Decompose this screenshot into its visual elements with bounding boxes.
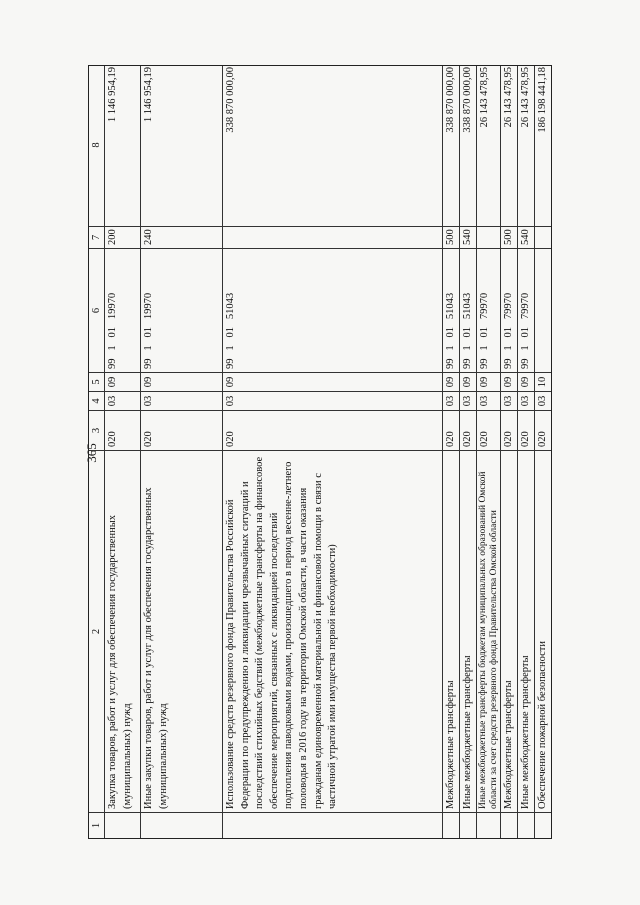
row-rz: 03: [535, 391, 551, 410]
budget-table: [88, 65, 552, 839]
row-rz: 03: [477, 391, 500, 410]
row-glv: 020: [477, 410, 500, 450]
row-rz: 03: [443, 391, 459, 410]
row-sum: 1 146 954,19: [143, 67, 154, 123]
row-csr: 99 1 01 51043: [443, 248, 459, 372]
row-sum: 338 870 000,00: [462, 67, 473, 133]
row-pr: 09: [501, 372, 517, 391]
row-rz: 03: [141, 391, 222, 410]
table-row: [535, 66, 551, 838]
table-row: [443, 66, 460, 838]
row-rz: 03: [518, 391, 534, 410]
table-row: [141, 66, 223, 838]
header-cell: 5: [89, 372, 104, 391]
row-csr: 99 1 01 51043: [223, 248, 442, 372]
row-pr: 09: [223, 372, 442, 391]
row-sum: 338 870 000,00: [445, 67, 456, 133]
row-name: Использование средств резервного фонда Правительства Российской Федерации по предупреждению и ликвидации чрезвычайных ситуаций и последствий стихийных бедствий (межбюджетные трансферты на финансовое обеспечение мероприятий, связанных с ликвидацией последствий подтопления паводковыми водами, произошедшего в период весенне-летнего половодья в 2016 году на территории Омской области, в части оказания гражданам единовременной материальной и финансовой помощи в связи с частичной утратой ими имущества первой необходимости): [223, 450, 442, 812]
row-number-cell: [443, 812, 459, 838]
row-name: Межбюджетные трансферты: [443, 450, 459, 812]
row-pr: 09: [443, 372, 459, 391]
row-vr: 540: [518, 226, 534, 248]
row-rz: 03: [501, 391, 517, 410]
row-csr: 99 1 01 79970: [518, 248, 534, 372]
row-vr: [223, 226, 442, 248]
row-sum: 26 143 478,95: [479, 67, 490, 128]
row-pr: 09: [105, 372, 140, 391]
table-row: [501, 66, 518, 838]
row-glv: 020: [501, 410, 517, 450]
row-number-cell: [141, 812, 222, 838]
row-sum: 186 198 441,18: [537, 67, 548, 133]
row-rz: 03: [460, 391, 476, 410]
row-number-cell: [223, 812, 442, 838]
row-glv: 020: [141, 410, 222, 450]
row-vr: 540: [460, 226, 476, 248]
row-csr: 99 1 01 19970: [141, 248, 222, 372]
row-name: Иные межбюджетные трансферты: [518, 450, 534, 812]
row-name: Обеспечение пожарной безопасности: [535, 450, 551, 812]
table-row: [460, 66, 477, 838]
row-name: Межбюджетные трансферты: [501, 450, 517, 812]
row-name: Иные межбюджетные трансферты: [460, 450, 476, 812]
table-row: [518, 66, 535, 838]
row-rz: 03: [223, 391, 442, 410]
table-row: [477, 66, 501, 838]
row-glv: 020: [518, 410, 534, 450]
header-cell: 7: [89, 226, 104, 248]
row-number-cell: [477, 812, 500, 838]
row-number-cell: [460, 812, 476, 838]
row-number-cell: [501, 812, 517, 838]
row-glv: 020: [443, 410, 459, 450]
row-name: Иные закупки товаров, работ и услуг для обеспечения государственных (муниципальных) нужд: [141, 450, 222, 812]
header-cell: 6: [89, 248, 104, 372]
row-csr: 99 1 01 79970: [501, 248, 517, 372]
header-cell: 2: [89, 450, 104, 812]
row-pr: 09: [460, 372, 476, 391]
row-sum: 26 143 478,95: [503, 67, 514, 128]
row-vr: [477, 226, 500, 248]
row-vr: 500: [501, 226, 517, 248]
row-glv: 020: [105, 410, 140, 450]
row-csr: 99 1 01 51043: [460, 248, 476, 372]
row-name: Иные межбюджетные трансферты бюджетам муниципальных образований Омской области за счет средств резервного фонда Правительства Омской области: [477, 450, 500, 812]
header-cell: 4: [89, 391, 104, 410]
row-glv: 020: [535, 410, 551, 450]
row-vr: 200: [105, 226, 140, 248]
row-sum: 1 146 954,19: [107, 67, 118, 123]
row-glv: 020: [460, 410, 476, 450]
row-sum: 338 870 000,00: [225, 67, 236, 133]
row-pr: 09: [141, 372, 222, 391]
row-csr: 99 1 01 79970: [477, 248, 500, 372]
row-sum: 26 143 478,95: [520, 67, 531, 128]
table-header-row: [89, 66, 105, 838]
header-cell: 8: [91, 142, 102, 148]
table-row: [223, 66, 443, 838]
header-cell: 1: [89, 812, 104, 838]
row-pr: 09: [477, 372, 500, 391]
row-csr: 99 1 01 19970: [105, 248, 140, 372]
row-glv: 020: [223, 410, 442, 450]
row-vr: 500: [443, 226, 459, 248]
row-number-cell: [518, 812, 534, 838]
row-pr: 10: [535, 372, 551, 391]
row-pr: 09: [518, 372, 534, 391]
header-cell: 3: [89, 410, 104, 450]
row-csr: [535, 248, 551, 372]
row-rz: 03: [105, 391, 140, 410]
row-name: Закупка товаров, работ и услуг для обеспечения государственных (муниципальных) нужд: [105, 450, 140, 812]
table-row: [105, 66, 141, 838]
row-number-cell: [105, 812, 140, 838]
row-number-cell: [535, 812, 551, 838]
page-number: 365: [83, 443, 99, 463]
row-vr: 240: [141, 226, 222, 248]
row-vr: [535, 226, 551, 248]
